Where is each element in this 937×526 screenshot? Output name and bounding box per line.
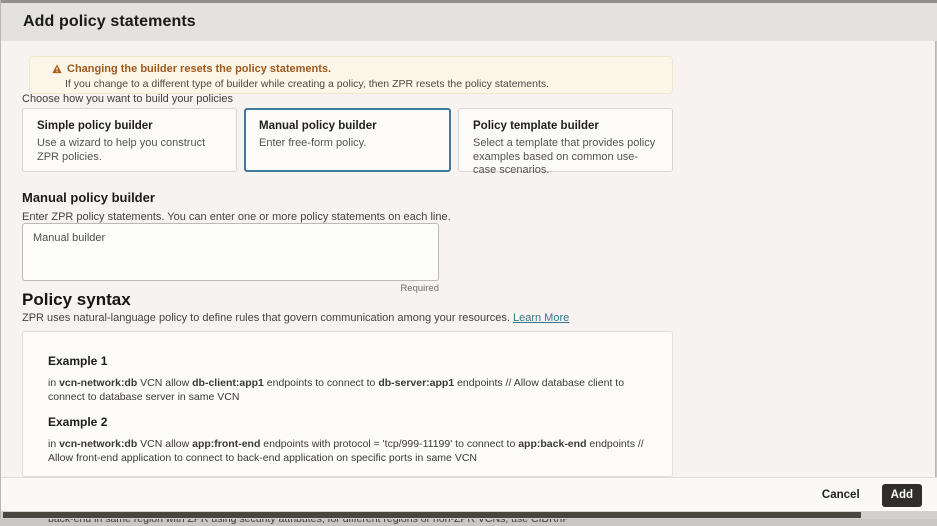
card-title: Simple policy builder [37, 120, 153, 132]
manual-builder-heading: Manual policy builder [22, 190, 155, 205]
required-label: Required [400, 283, 439, 294]
cancel-button[interactable]: Cancel [816, 484, 866, 506]
horizontal-scrollbar-thumb[interactable] [3, 512, 861, 518]
policy-syntax-description [22, 312, 569, 324]
example-statement: in vcn-network:db VCN allow app:front-end endpoints with protocol = 'tcp/999-11199' to connect to app:back-end endpoints // Allow front-end application to connect to back-end application on specific ports in same VCN [48, 438, 644, 464]
builder-cards [22, 108, 673, 176]
learn-more-link[interactable]: Learn More [512, 312, 570, 324]
add-button[interactable]: Add [882, 484, 922, 507]
card-description: Select a template that provides policy examples based on common use-case scenarios. [473, 137, 656, 176]
card-simple-policy-builder[interactable] [22, 108, 237, 172]
policy-statements-textarea[interactable] [22, 223, 439, 281]
card-title: Policy template builder [473, 120, 599, 132]
policy-syntax-description-text: ZPR uses natural-language policy to define rules that govern communication among your resources. [22, 312, 513, 324]
policy-syntax-heading: Policy syntax [22, 290, 131, 309]
policy-example-1 [48, 354, 652, 404]
example-title: Example 2 [48, 415, 108, 429]
horizontal-scrollbar-track[interactable] [1, 511, 937, 519]
policy-example-2 [48, 415, 652, 465]
card-manual-policy-builder[interactable] [244, 108, 451, 172]
warning-title: Changing the builder resets the policy statements. [67, 63, 332, 75]
example-statement: in vcn-network:db VCN allow db-client:app1 endpoints to connect to db-server:app1 endpoints // Allow database client to connect to database server in same VCN [48, 377, 625, 403]
warning-banner [29, 56, 673, 94]
manual-builder-instructions: Enter ZPR policy statements. You can enter one or more policy statements on each line. [22, 211, 451, 223]
warning-description: If you change to a different type of builder while creating a policy, then ZPR resets the policy statements. [65, 78, 550, 90]
card-title: Manual policy builder [259, 120, 377, 132]
policy-examples-panel [22, 331, 673, 477]
example-title: Example 1 [48, 354, 108, 368]
dialog-header [1, 3, 937, 41]
card-policy-template-builder[interactable] [458, 108, 673, 176]
page-title: Add policy statements [23, 13, 196, 30]
card-description: Use a wizard to help you construct ZPR policies. [37, 137, 206, 163]
builder-chooser-label: Choose how you want to build your policies [22, 93, 233, 105]
dialog-footer [1, 477, 937, 512]
warning-triangle-icon [52, 64, 62, 74]
card-description: Enter free-form policy. [259, 137, 367, 149]
